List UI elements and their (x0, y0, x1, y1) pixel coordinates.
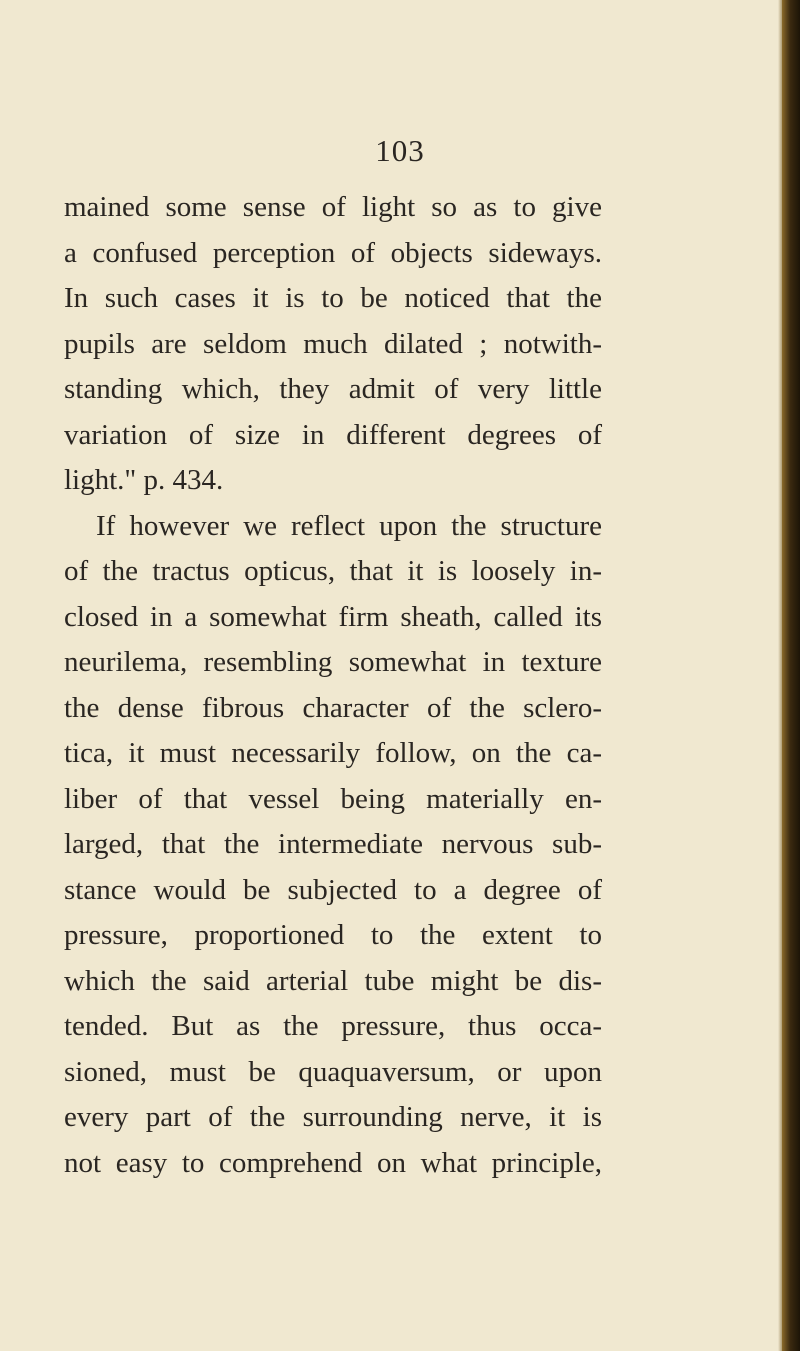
text-line: stance would be subjected to a degree of (64, 873, 602, 906)
text-line: tended. But as the pressure, thus occa- (64, 1010, 602, 1042)
paragraph-first-line: If however we reflect upon the structure (96, 509, 602, 542)
text-line: light." p. 434. (64, 464, 224, 496)
text-line: not easy to comprehend on what principle, (64, 1146, 602, 1179)
text-line: In such cases it is to be noticed that the (64, 282, 602, 314)
text-line: pressure, proportioned to the extent to (64, 919, 602, 951)
text-line: tica, it must necessarily follow, on the ca- (64, 737, 602, 769)
text-line: the dense fibrous character of the sclero- (64, 691, 602, 724)
text-line: a confused perception of objects sideways. (64, 236, 602, 269)
text-line: mained some sense of light so as to give (64, 191, 602, 223)
text-line: of the tractus opticus, that it is loosely in- (64, 555, 602, 587)
text-line: sioned, must be quaquaversum, or upon (64, 1055, 602, 1088)
page-number: 103 (375, 133, 425, 168)
text-line: standing which, they admit of very little (64, 373, 602, 405)
text-line: variation of size in different degrees of (64, 418, 602, 451)
body-text (64, 185, 602, 1186)
text-line: liber of that vessel being materially en- (64, 782, 602, 815)
text-line: closed in a somewhat firm sheath, called its (64, 600, 602, 633)
text-line: neurilema, resembling somewhat in texture (64, 646, 602, 678)
text-line: larged, that the intermediate nervous sub- (64, 828, 602, 860)
text-line: pupils are seldom much dilated ; notwith- (64, 327, 602, 360)
text-line: every part of the surrounding nerve, it is (64, 1101, 602, 1133)
book-binding-edge (782, 0, 800, 1351)
text-line: which the said arterial tube might be dis- (64, 964, 602, 997)
